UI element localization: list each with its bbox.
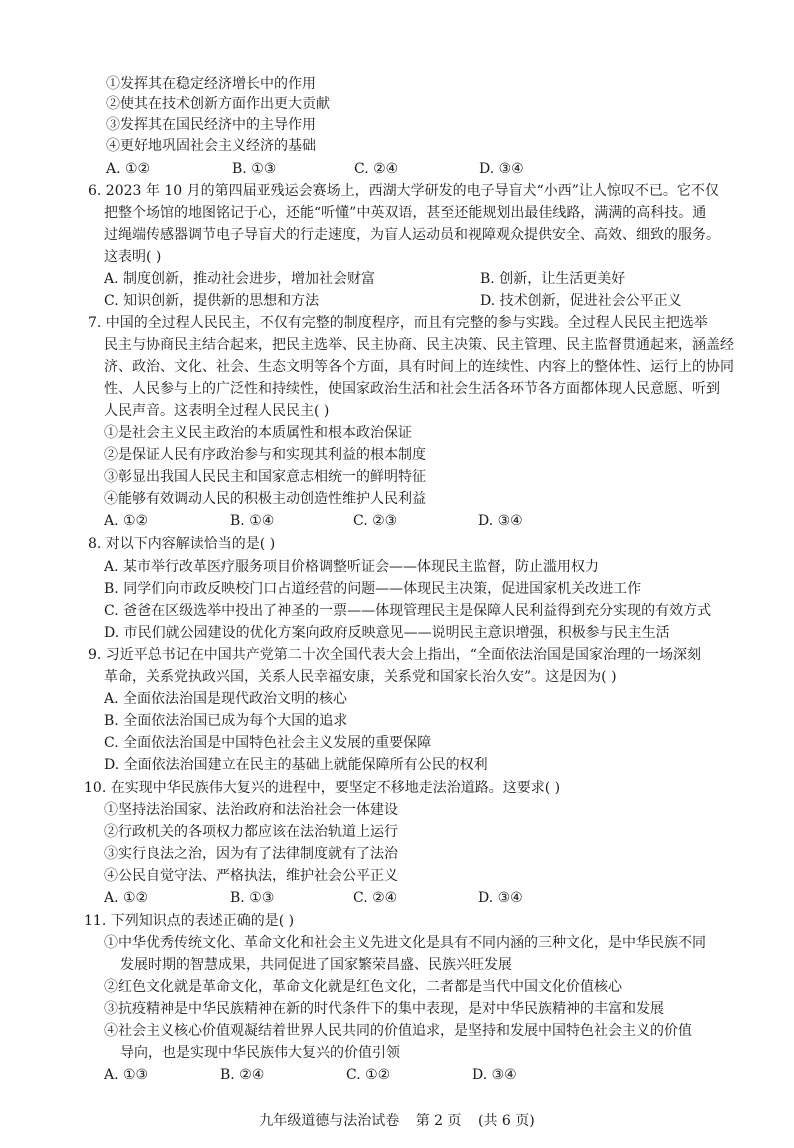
item-line: ④公民自觉守法、严格执法，维护社会公平正义 [104,868,398,884]
question-9-stem: 9. 习近平总书记在中国共产党第二十次全国代表大会上指出，“全面依法治国是国家治理的一场深刻 [88,647,701,663]
option-d: D. 全面依法治国建立在民主的基础上就能保障所有公民的权利 [104,757,488,773]
footer-page-number: 第 2 页 [415,1113,462,1129]
question-7-stem: 济、政治、文化、社会、生态文明等各个方面，具有时间上的连续性、内容上的整体性、运行上的协同 [104,359,734,375]
item-line: ④社会主义核心价值观凝结着世界人民共同的价值追求，是坚持和发展中国特色社会主义的价值 [104,1023,692,1039]
question-7-stem: 人民声音。这表明全过程人民民主( ) [104,403,330,419]
option-a: A. 某市举行改革医疗服务项目价格调整听证会——体现民主监督，防止滥用权力 [104,559,600,575]
option-b: B. ②④ [220,1067,265,1083]
option-a: A. 全面依法治国是现代政治文明的核心 [104,691,348,707]
option-b: B. ①③ [232,161,277,177]
question-9-stem: 革命，关系党执政兴国，关系人民幸福安康，关系党和国家长治久安”。这是因为( ) [104,669,617,685]
option-a: A. ①② [104,513,149,529]
item-line: ②使其在技术创新方面作出更大贡献 [106,96,330,112]
option-c: C. ②④ [353,890,398,906]
question-10-stem: 10. 在实现中华民族伟大复兴的进程中，要坚定不移地走法治道路。这要求( ) [84,780,561,796]
question-7-stem: 7. 中国的全过程人民民主，不仅有完整的制度程序，而且有完整的参与实践。全过程人民民主把选举 [88,315,708,331]
item-line: ④更好地巩固社会主义经济的基础 [106,138,316,154]
option-d: D. 技术创新，促进社会公平正义 [480,293,682,309]
item-line: ③发挥其在国民经济中的主导作用 [106,117,316,133]
question-7-stem: 民主与协商民主结合起来，把民主选举、民主协商、民主决策、民主管理、民主监督贯通起来，涵盖经 [104,337,734,353]
item-line: ①发挥其在稳定经济增长中的作用 [106,76,316,92]
item-line: ④能够有效调动人民的积极主动创造性维护人民利益 [104,491,426,507]
option-d: D. ③④ [478,513,523,529]
question-6-stem: 这表明( ) [104,249,162,265]
footer-subject: 九年级道德与法治试卷 [259,1113,400,1129]
option-b: B. 创新，让生活更美好 [480,271,626,287]
option-c: C. 全面依法治国是中国特色社会主义发展的重要保障 [104,735,432,751]
option-b: B. ①④ [230,513,275,529]
option-d: D. ③④ [479,161,524,177]
option-b: B. 同学们向市政反映校门口占道经营的问题——体现民主决策，促进国家机关改进工作 [104,581,642,597]
item-line: ③实行良法之治，因为有了法律制度就有了法治 [104,846,398,862]
option-c: C. ①② [346,1067,391,1083]
option-c: C. 知识创新，提供新的思想和方法 [104,293,320,309]
option-a: A. ①② [106,161,151,177]
item-line: ②行政机关的各项权力都应该在法治轨道上运行 [104,824,398,840]
question-6-stem: 6. 2023 年 10 月的第四届亚残运会赛场上，西湖大学研发的电子导盲犬“小西”让人惊叹不已。它不仅 [88,183,719,199]
question-8-stem: 8. 对以下内容解读恰当的是( ) [88,536,276,552]
question-6-stem: 过绳端传感器调节电子导盲犬的行走速度，为盲人运动员和视障观众提供安全、高效、细致的服务。 [104,227,720,243]
item-line: ①是社会主义民主政治的本质属性和根本政治保证 [104,425,412,441]
option-d: D. ③④ [472,1067,517,1083]
question-7-stem: 性、人民参与上的广泛性和持续性，使国家政治生活和社会生活各环节各方面都体现人民意愿、听到 [104,381,720,397]
item-line: ③抗疫精神是中华民族精神在新的时代条件下的集中表现，是对中华民族精神的丰富和发展 [104,1001,664,1017]
question-6-stem: 把整个场馆的地图铭记于心，还能“听懂”中英双语，甚至还能规划出最佳线路，满满的高科技。通 [104,205,707,221]
item-line: 导向，也是实现中华民族伟大复兴的价值引领 [120,1045,400,1061]
item-line: ②是保证人民有序政治参与和实现其利益的根本制度 [104,447,426,463]
footer-total-pages: (共 6 页) [477,1113,535,1129]
item-line: ①坚持法治国家、法治政府和法治社会一体建设 [104,802,398,818]
page-footer [0,1110,794,1130]
option-a: A. ①② [104,890,149,906]
option-c: C. 爸爸在区级选举中投出了神圣的一票——体现管理民主是保障人民利益得到充分实现的有效方式 [104,603,712,619]
item-line: ③彰显出我国人民民主和国家意志相统一的鲜明特征 [104,469,426,485]
question-11-stem: 11. 下列知识点的表述正确的是( ) [84,913,295,929]
option-b: B. 全面依法治国已成为每个大国的追求 [104,713,348,729]
option-d: D. ③④ [478,890,523,906]
item-line: ②红色文化就是革命文化，革命文化就是红色文化，二者都是当代中国文化价值核心 [104,979,622,995]
item-line: 发展时期的智慧成果，共同促进了国家繁荣昌盛、民族兴旺发展 [120,957,512,973]
option-a: A. 制度创新，推动社会进步，增加社会财富 [104,271,376,287]
option-d: D. 市民们就公园建设的优化方案向政府反映意见——说明民主意识增强，积极参与民主生活 [104,625,670,641]
option-a: A. ①③ [104,1067,149,1083]
option-c: C. ②③ [353,513,398,529]
item-line: ①中华优秀传统文化、革命文化和社会主义先进文化是具有不同内涵的三种文化，是中华民族不同 [104,935,706,951]
option-b: B. ①③ [230,890,275,906]
option-c: C. ②④ [354,161,399,177]
